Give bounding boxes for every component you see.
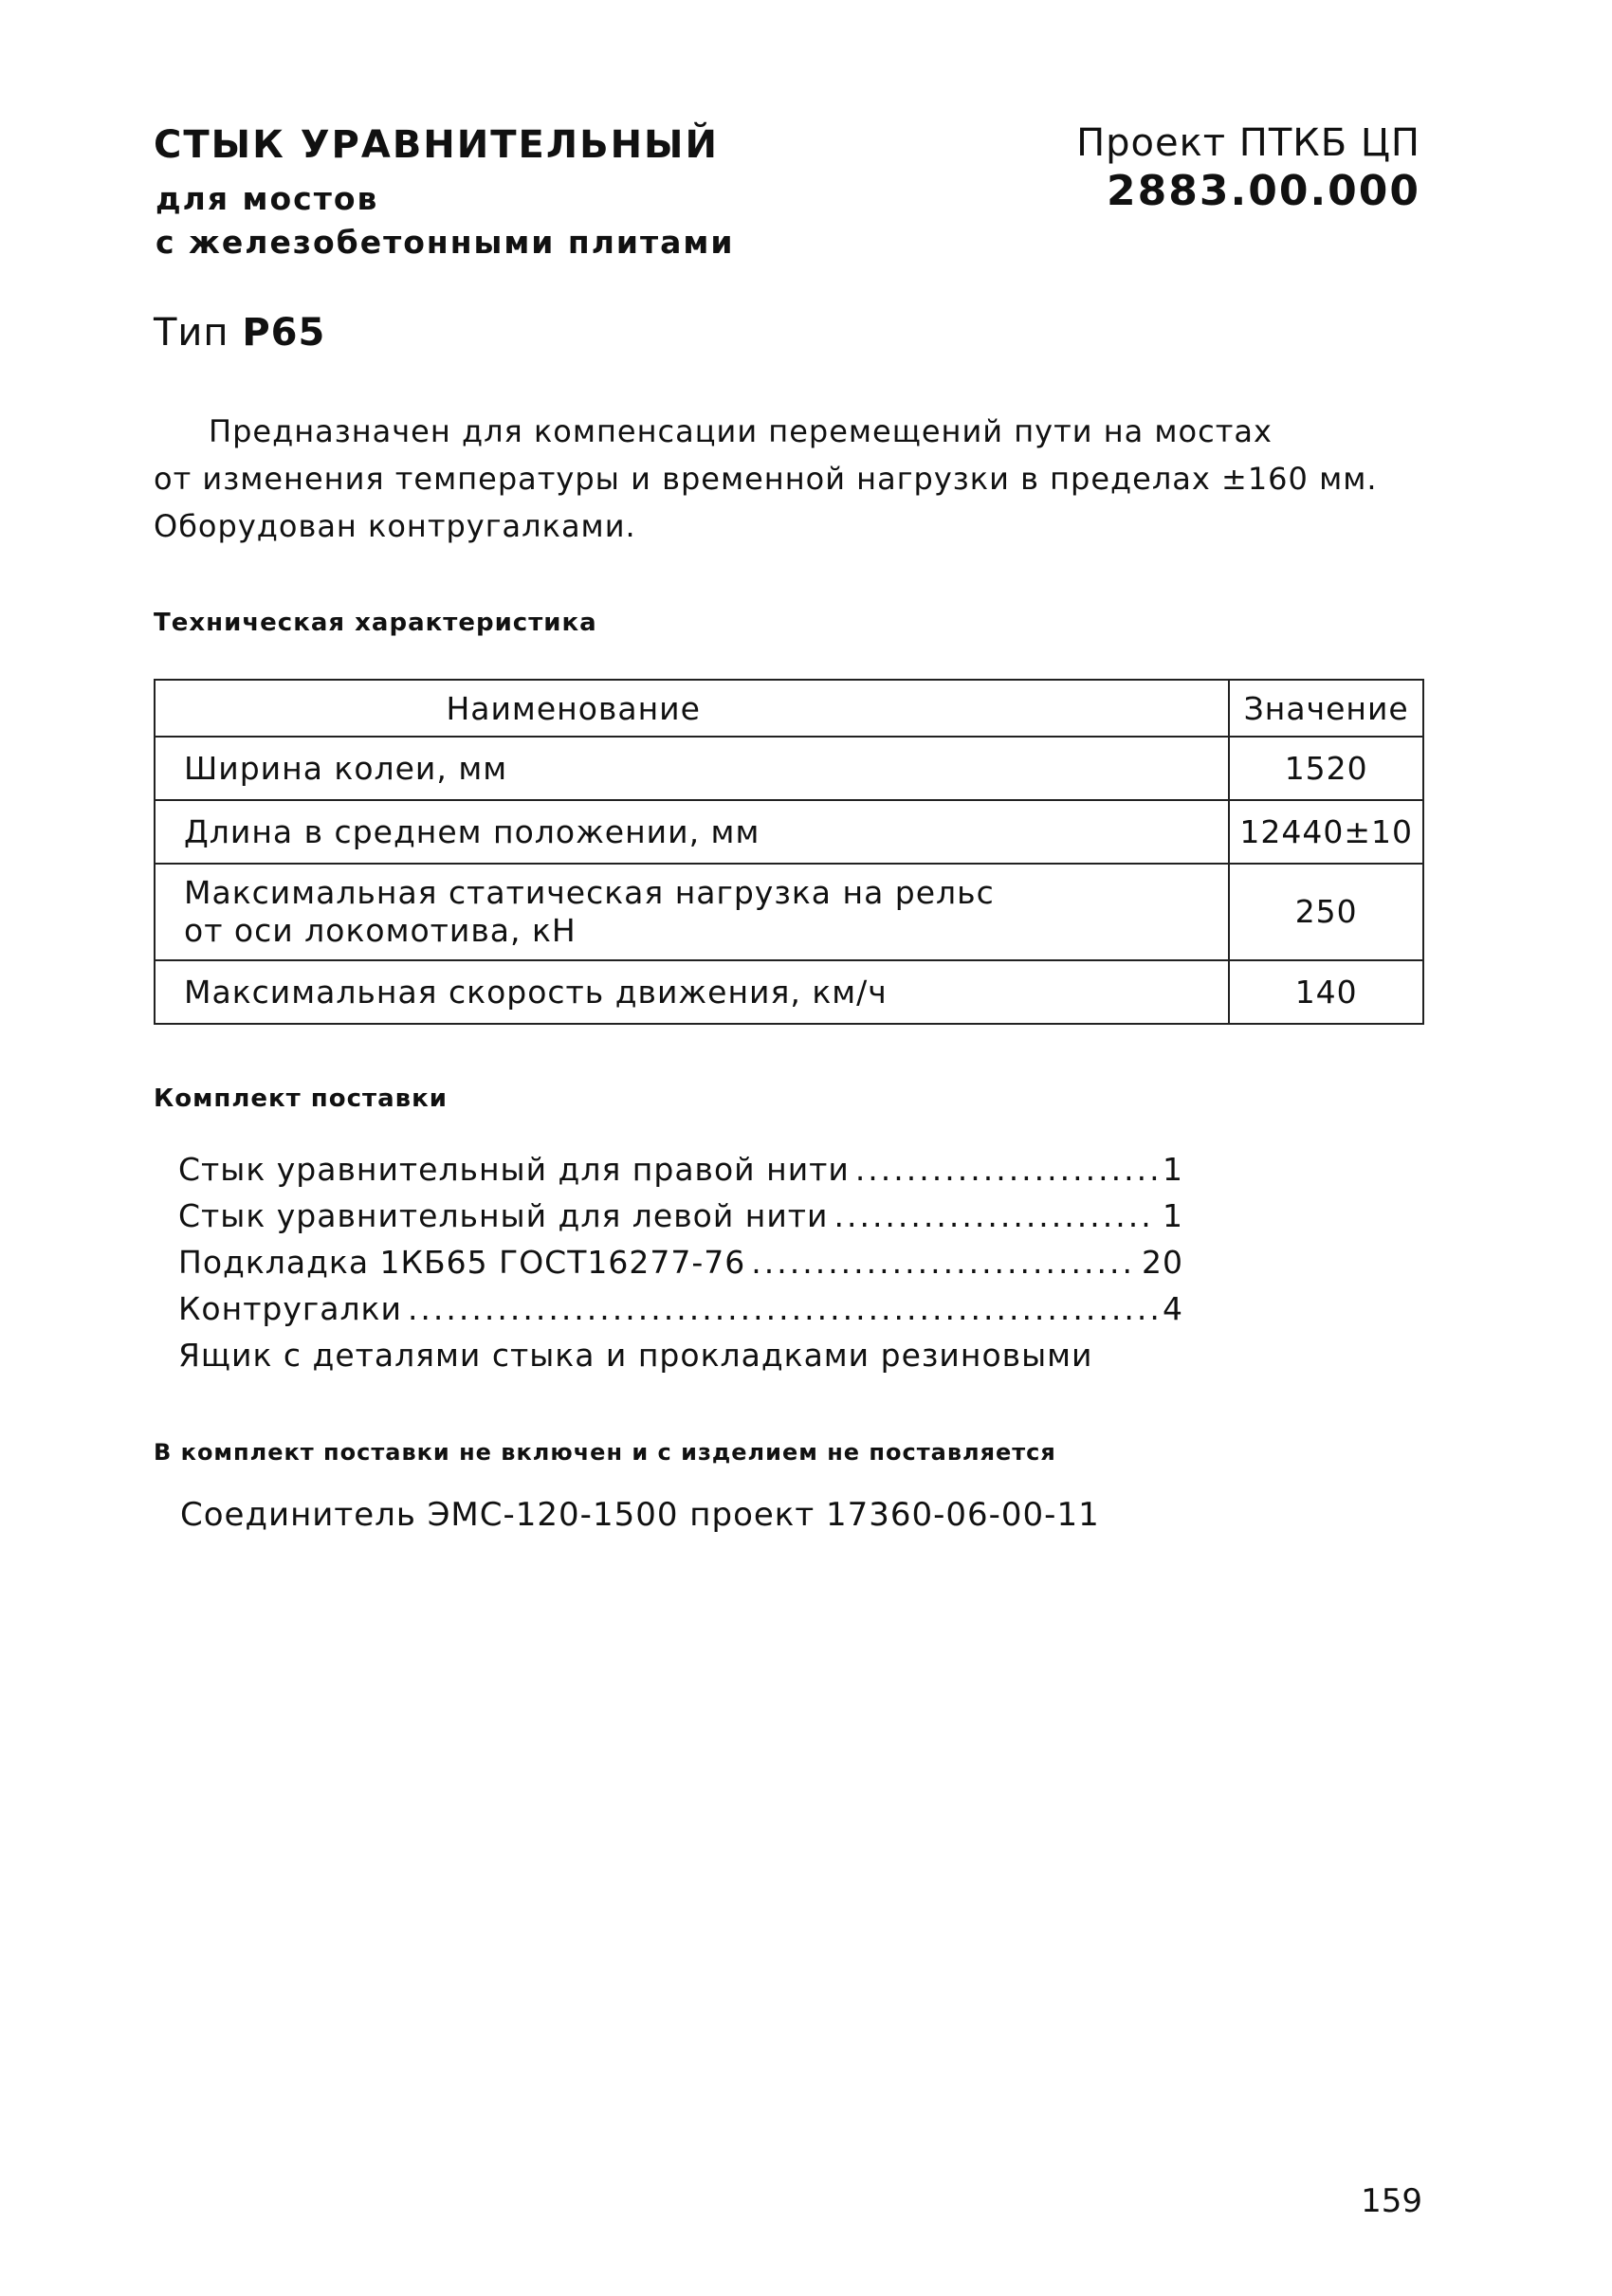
page-number: 159 <box>1361 2182 1422 2220</box>
project-number: 2883.00.000 <box>1107 167 1420 215</box>
leader-dots <box>408 1290 1157 1327</box>
leader-dots <box>833 1197 1157 1234</box>
table-cell-name: Длина в среднем положении, мм <box>155 800 1229 864</box>
kit-item-qty: 1 <box>1163 1197 1183 1234</box>
tech-spec-heading: Техническая характеристика <box>154 609 597 637</box>
kit-list <box>178 1151 1183 1383</box>
table-cell-name-line2: от оси локомотива, кН <box>184 912 577 949</box>
description <box>154 408 1434 550</box>
table-cell-name-line1: Максимальная статическая нагрузка на рельс <box>184 874 995 911</box>
table-cell-name: Максимальная скорость движения, км/ч <box>155 960 1229 1024</box>
list-item <box>178 1197 1183 1244</box>
table-cell-name <box>155 864 1229 960</box>
document-title: СТЫК УРАВНИТЕЛЬНЫЙ <box>154 123 719 167</box>
kit-heading: Комплект поставки <box>154 1084 448 1113</box>
table-cell-value: 250 <box>1229 864 1423 960</box>
description-line2: от изменения температуры и временной нагрузки в пределах ±160 мм. <box>154 461 1378 497</box>
table-row <box>155 737 1423 800</box>
table-row <box>155 960 1423 1024</box>
table-header-row <box>155 680 1423 737</box>
excluded-heading: В комплект поставки не включен и с изделием не поставляется <box>154 1439 1056 1466</box>
leader-dots <box>751 1244 1136 1281</box>
type-line <box>154 311 325 355</box>
list-item <box>178 1337 1183 1383</box>
kit-item-qty: 4 <box>1163 1290 1183 1327</box>
kit-item-qty: 1 <box>1163 1151 1183 1188</box>
column-header-name: Наименование <box>155 680 1229 737</box>
tech-spec-table <box>154 679 1424 1025</box>
column-header-value: Значение <box>1229 680 1423 737</box>
description-line3: Оборудован контругалками. <box>154 508 636 544</box>
table-row <box>155 864 1423 960</box>
excluded-item: Соединитель ЭМС-120-1500 проект 17360-06-00-11 <box>180 1496 1100 1534</box>
kit-item-name: Стык уравнительный для правой нити <box>178 1151 850 1188</box>
list-item <box>178 1151 1183 1197</box>
table-row <box>155 800 1423 864</box>
kit-item-name: Контругалки <box>178 1290 402 1327</box>
table-cell-name: Ширина колеи, мм <box>155 737 1229 800</box>
list-item <box>178 1244 1183 1290</box>
table-cell-value: 1520 <box>1229 737 1423 800</box>
table-cell-value: 12440±10 <box>1229 800 1423 864</box>
kit-item-name: Подкладка 1КБ65 ГОСТ16277-76 <box>178 1244 746 1281</box>
type-value: Р65 <box>242 311 326 355</box>
type-prefix: Тип <box>154 311 229 355</box>
document-subtitle-line1: для мостов <box>156 180 379 217</box>
description-line1: Предназначен для компенсации перемещений пути на мостах <box>209 413 1273 449</box>
kit-item-qty: 20 <box>1142 1244 1183 1281</box>
project-label: Проект ПТКБ ЦП <box>1076 121 1420 165</box>
kit-item-name: Стык уравнительный для левой нити <box>178 1197 829 1234</box>
table-cell-value: 140 <box>1229 960 1423 1024</box>
list-item <box>178 1290 1183 1337</box>
leader-dots <box>855 1151 1157 1188</box>
document-subtitle-line2: с железобетонными плитами <box>156 224 735 261</box>
kit-item-name: Ящик с деталями стыка и прокладками резиновыми <box>178 1337 1093 1374</box>
